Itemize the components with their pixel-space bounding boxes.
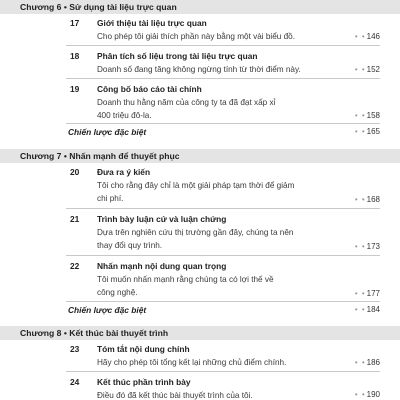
page-reference [355,390,380,400]
page-number: 152 [366,65,380,74]
page-reference [355,65,380,75]
chapter-heading [0,326,400,340]
lesson-title: Đưa ra ý kiến [97,167,151,177]
page-number: 186 [366,358,380,367]
description-line: Hãy cho phép tôi tổng kết lại những chủ điểm chính. [97,358,287,367]
description-line: Cho phép tôi giải thích phần này bằng một vài biểu đồ. [97,32,296,41]
lesson-title: Trình bày luận cứ và luận chứng [97,214,227,224]
page-reference [355,32,380,42]
chapter-heading [0,0,400,14]
lesson-number: 23 [70,344,80,354]
lesson-description [97,30,337,43]
page-reference [355,305,380,315]
page-number: 190 [366,390,380,399]
page-number: 168 [366,195,380,204]
lesson-description [97,273,337,299]
page-number: 146 [366,32,380,41]
lesson-title: Phân tích số liệu trong tài liệu trực quan [97,51,258,61]
chapter-title: Chương 8 • Kết thúc bài thuyết trình [20,328,169,338]
lesson-number: 18 [70,51,80,61]
chapter-title: Chương 7 • Nhấn mạnh để thuyết phục [20,151,180,161]
lesson-number: 22 [70,261,80,271]
divider [66,123,380,124]
leader-dots: • • [354,127,366,136]
leader-dots: • • [354,65,366,74]
lesson-title: Tóm tắt nội dung chính [97,344,190,354]
description-line: 400 triệu đô-la. [97,111,152,120]
lesson-number: 19 [70,84,80,94]
page-number: 165 [366,127,380,136]
description-line: Tôi cho rằng đây chỉ là một giải pháp tạm thời để giảm [97,181,295,190]
description-line: chi phí. [97,194,124,203]
divider [66,45,380,46]
lesson-description [97,179,337,205]
page-reference [355,111,380,121]
lesson-number: 20 [70,167,80,177]
lesson-description [97,63,337,76]
description-line: công nghệ. [97,288,138,297]
lesson-title: Nhấn mạnh nội dung quan trọng [97,261,227,271]
divider [66,78,380,79]
page-number: 158 [366,111,380,120]
divider [66,301,380,302]
page-number: 184 [366,305,380,314]
special-strategy-label: Chiến lược đặc biệt [68,305,147,315]
leader-dots: • • [354,358,366,367]
leader-dots: • • [354,390,366,399]
lesson-description [97,389,337,400]
page-reference [355,127,380,137]
description-line: Điều đó đã kết thúc bài thuyết trình của tôi. [97,391,253,400]
leader-dots: • • [354,289,366,298]
leader-dots: • • [354,195,366,204]
leader-dots: • • [354,111,366,120]
divider [66,255,380,256]
lesson-number: 17 [70,18,80,28]
lesson-title: Kết thúc phần trình bày [97,377,191,387]
leader-dots: • • [354,32,366,41]
divider [66,208,380,209]
chapter-heading [0,149,400,163]
lesson-title: Công bố báo cáo tài chính [97,84,202,94]
lesson-title: Giới thiệu tài liệu trực quan [97,18,207,28]
page-reference [355,242,380,252]
special-strategy-label: Chiến lược đặc biệt [68,127,147,137]
page-reference [355,195,380,205]
lesson-number: 21 [70,214,80,224]
lesson-description [97,96,337,122]
description-line: Doanh số đang tăng không ngừng tính từ thời điểm này. [97,65,301,74]
leader-dots: • • [354,305,366,314]
leader-dots: • • [354,242,366,251]
page-reference [355,358,380,368]
lesson-description [97,226,337,252]
page-number: 173 [366,242,380,251]
description-line: Doanh thu hằng năm của công ty ta đã đạt xấp xỉ [97,98,276,107]
page-number: 177 [366,289,380,298]
description-line: Dựa trên nghiên cứu thị trường gần đây, chúng ta nên [97,228,294,237]
page-reference [355,289,380,299]
description-line: Tôi muốn nhấn mạnh rằng chúng ta có lợi thế về [97,275,274,284]
description-line: thay đổi quy trình. [97,241,163,250]
divider [66,371,380,372]
chapter-title: Chương 6 • Sử dụng tài liệu trực quan [20,2,177,12]
lesson-description [97,356,337,369]
lesson-number: 24 [70,377,80,387]
